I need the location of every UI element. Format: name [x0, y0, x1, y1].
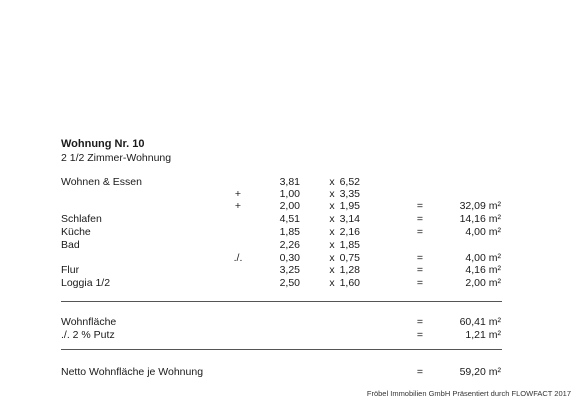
row-width: 1,95: [339, 200, 360, 212]
row-label: Bad: [61, 239, 80, 251]
row-times: x: [329, 200, 335, 212]
summary-equals: =: [416, 316, 424, 328]
divider: [61, 349, 502, 350]
row-times: x: [329, 239, 335, 251]
row-width: 0,75: [339, 252, 360, 264]
row-width: 3,35: [339, 188, 360, 200]
table-row: [0, 213, 577, 226]
net-area-row: [0, 366, 577, 379]
row-result: 14,16 m²: [459, 213, 501, 225]
net-area-equals: =: [416, 366, 424, 378]
row-length: 4,51: [279, 213, 300, 225]
row-length: 3,81: [279, 176, 300, 188]
row-equals: =: [416, 264, 424, 276]
row-length: 2,00: [279, 200, 300, 212]
summary-equals: =: [416, 329, 424, 341]
row-equals: =: [416, 277, 424, 289]
net-area-result: 59,20 m²: [459, 366, 501, 378]
row-label: Küche: [61, 226, 91, 238]
summary-result: 60,41 m²: [459, 316, 501, 328]
summary-row: [0, 329, 577, 342]
row-length: 2,26: [279, 239, 300, 251]
row-width: 3,14: [339, 213, 360, 225]
row-times: x: [329, 213, 335, 225]
divider: [61, 301, 502, 302]
row-label: Loggia 1/2: [61, 277, 111, 289]
row-operator: +: [234, 188, 242, 200]
summary-row: [0, 316, 577, 329]
row-length: 1,00: [279, 188, 300, 200]
table-row: [0, 264, 577, 277]
row-times: x: [329, 188, 335, 200]
row-length: 0,30: [279, 252, 300, 264]
row-length: 2,50: [279, 277, 300, 289]
row-times: x: [329, 264, 335, 276]
table-row: [0, 200, 577, 213]
row-result: 4,00 m²: [465, 252, 501, 264]
row-equals: =: [416, 226, 424, 238]
row-label: Schlafen: [61, 213, 102, 225]
row-equals: =: [416, 200, 424, 212]
row-length: 3,25: [279, 264, 300, 276]
row-width: 2,16: [339, 226, 360, 238]
document-subtitle: 2 1/2 Zimmer-Wohnung: [61, 152, 172, 164]
row-width: 1,60: [339, 277, 360, 289]
row-label: Flur: [61, 264, 80, 276]
row-width: 1,28: [339, 264, 360, 276]
row-equals: =: [416, 252, 424, 264]
footer-credit: Fröbel Immobilien GmbH Präsentiert durch FLOWFACT 2017: [366, 389, 571, 398]
row-equals: =: [416, 213, 424, 225]
summary-label: Wohnfläche: [61, 316, 117, 328]
row-label: Wohnen & Essen: [61, 176, 142, 188]
row-length: 1,85: [279, 226, 300, 238]
summary-label: ./. 2 % Putz: [61, 329, 115, 341]
row-operator: +: [234, 200, 242, 212]
document-title: Wohnung Nr. 10: [61, 138, 145, 150]
row-result: 4,00 m²: [465, 226, 501, 238]
row-times: x: [329, 176, 335, 188]
row-times: x: [329, 252, 335, 264]
row-width: 6,52: [339, 176, 360, 188]
row-times: x: [329, 277, 335, 289]
row-times: x: [329, 226, 335, 238]
row-operator: ./.: [233, 252, 243, 264]
table-row: [0, 277, 577, 290]
row-result: 2,00 m²: [465, 277, 501, 289]
net-area-label: Netto Wohnfläche je Wohnung: [61, 366, 204, 378]
table-row: [0, 226, 577, 239]
table-row: [0, 239, 577, 252]
row-width: 1,85: [339, 239, 360, 251]
summary-result: 1,21 m²: [465, 329, 501, 341]
row-result: 32,09 m²: [459, 200, 501, 212]
row-result: 4,16 m²: [465, 264, 501, 276]
